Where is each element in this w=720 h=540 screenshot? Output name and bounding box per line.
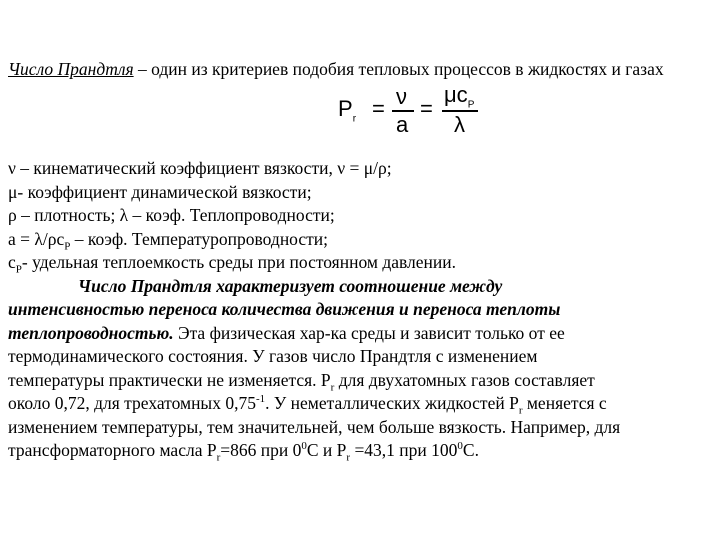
def-a: $a = \lambda/\rho c_P$ – коэф. Температуропроводности; xyxy=(8,228,329,252)
formula-a: a xyxy=(396,112,409,137)
def-mu: μ- коэффициент динамической вязкости; xyxy=(8,181,312,202)
para-line-4: термодинамического состояния. У газов число Прандтля с изменением xyxy=(8,346,538,366)
formula-lambda: λ xyxy=(454,112,465,137)
para-line-1: Число Прандтля характеризует соотношение между xyxy=(78,275,503,296)
prandtl-term: Число Прандтля xyxy=(8,59,134,79)
formula-nu: ν xyxy=(396,84,407,109)
formula-eq1: = xyxy=(372,96,385,121)
para-line-3: теплопроводностью. Эта физическая хар-ка среды и зависит только от ее xyxy=(8,322,565,343)
para-line-8: трансформаторного масла $P_r=866$ при $0^0С$ и $P_r =43,1$ при $100^0С$. xyxy=(8,440,479,464)
def-nu: ν – кинематический коэффициент вязкости, ν = μ/ρ; xyxy=(8,158,392,178)
para-line-2: интенсивностью переноса количества движения и переноса теплоты xyxy=(8,299,561,319)
body-text xyxy=(8,157,716,463)
formula-cp-sub: P xyxy=(467,99,475,111)
formula-eq2: = xyxy=(420,96,433,121)
para-line-7: изменением температуры, тем значительней, чем больше вязкость. Например, для xyxy=(8,416,621,437)
formula-lhs: $P_r$ xyxy=(338,96,357,125)
formula-mu-cp: $\mu c_P$ xyxy=(444,82,475,111)
formula-lhs-sub: r xyxy=(352,113,357,125)
def-rho-lambda: ρ – плотность; λ – коэф. Теплопроводности; xyxy=(8,205,335,225)
def-cp: $c_P-$ удельная теплоемкость среды при постоянном давлении. xyxy=(8,252,457,276)
para-line-6: около 0,72, для трехатомных $0,75^{-1}$. У неметаллических жидкостей $P_r$ меняется с xyxy=(8,393,607,417)
intro-paragraph xyxy=(8,58,713,80)
prandtl-formula xyxy=(338,82,478,137)
intro-text: – один из критериев подобия тепловых процессов в жидкостях и газах xyxy=(133,59,664,79)
para-line-5: температуры практически не изменяется. $P_r$ для двухатомных газов составляет xyxy=(8,369,595,393)
